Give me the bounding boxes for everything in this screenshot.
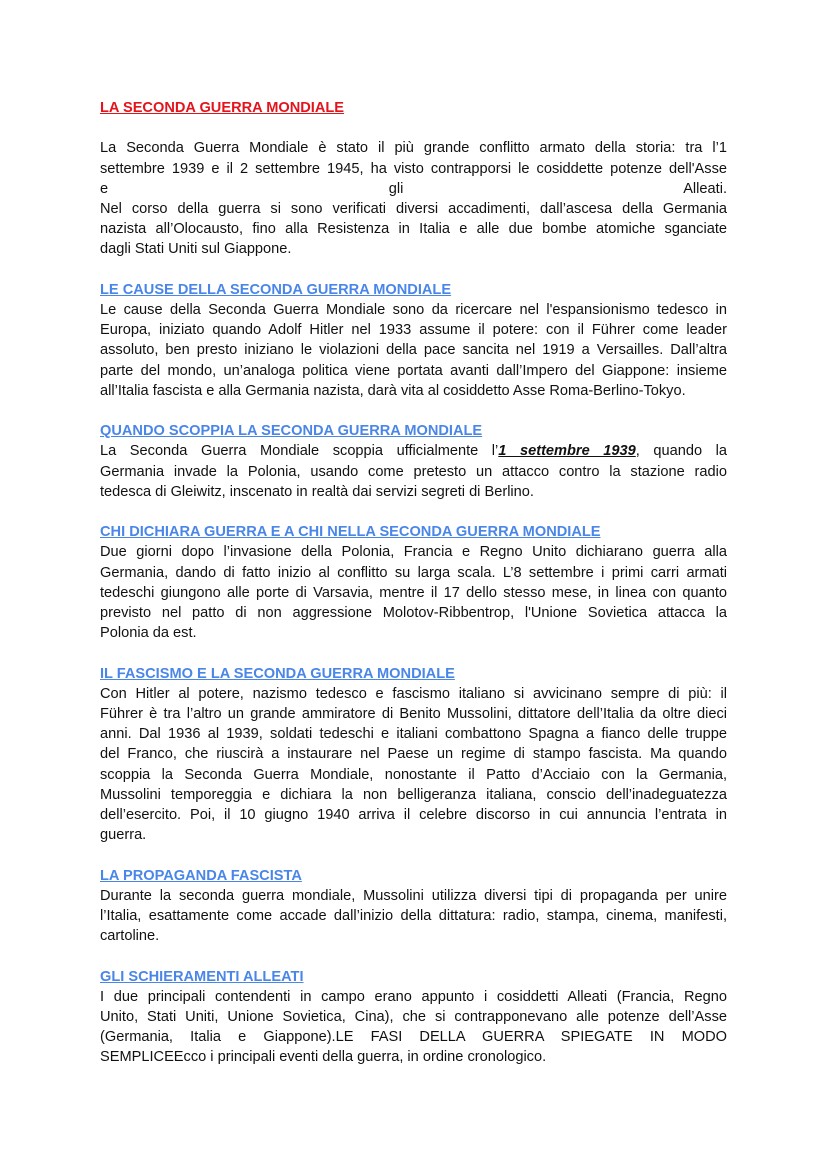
text-fragment: Führer è tra l’altro un grande ammiratore di Benito Mussolini, dittatore dell’Italia da oltre dieci: [100, 706, 727, 723]
text-fragment: guerra.: [100, 827, 147, 844]
section: [100, 664, 727, 846]
document-page: [100, 98, 727, 1088]
section-heading: GLI SCHIERAMENTI ALLEATI: [100, 968, 304, 985]
text-fragment: Polonia da est.: [100, 625, 197, 642]
text-line: [100, 987, 727, 1007]
text-fragment: tedeschi giungono alle porte di Varsavia, mentre il 17 dello stesso mese, in linea con quanto: [100, 584, 727, 601]
section: [100, 522, 727, 643]
text-fragment: Mussolini temporeggia e dichiara la non belligeranza italiana, conscio dell’inadeguatezza: [100, 786, 727, 803]
text-fragment: La Seconda Guerra Mondiale scoppia ufficialmente l’: [100, 443, 499, 460]
text-line: [100, 138, 727, 158]
text-fragment: anni. Dal 1936 al 1939, soldati tedeschi e italiani combattono Spagna a fianco delle truppe: [100, 726, 727, 743]
text-fragment: dagli Stati Uniti sul Giappone.: [100, 241, 292, 258]
text-line: [100, 704, 727, 724]
text-fragment: e gli Alleati.: [100, 180, 727, 197]
text-line: [100, 684, 727, 704]
text-line: [100, 219, 727, 239]
text-line: [100, 361, 727, 381]
section-paragraph: [100, 684, 727, 846]
text-fragment: Nel corso della guerra si sono verificati diversi accadimenti, dall’ascesa della Germania: [100, 201, 727, 217]
text-fragment: Europa, iniziato quando Adolf Hitler nel 1933 assume il potere: con il Führer come leader: [100, 322, 727, 339]
section: [100, 866, 727, 947]
text-line: [100, 179, 727, 199]
text-fragment: settembre 1939 e il 2 settembre 1945, ha visto contrapporsi le cosiddette potenze dell'Asse: [100, 160, 727, 177]
text-line: [100, 482, 727, 502]
text-fragment: Due giorni dopo l’invasione della Polonia, Francia e Regno Unito dichiarano guerra alla: [100, 544, 727, 561]
section: [100, 967, 727, 1068]
text-line: [100, 340, 727, 360]
text-fragment: Germania, dando di fatto inizio al conflitto su larga scala. L’8 settembre i primi carri armati: [100, 564, 727, 581]
section-paragraph: [100, 886, 727, 947]
text-fragment: all’Italia fascista e alla Germania nazista, darà vita al cosiddetto Asse Roma-Berlino-Tokyo.: [100, 382, 686, 399]
text-fragment: parte del mondo, un’analoga politica viene portata avanti dall’Impero del Giappone: insieme: [100, 362, 727, 379]
text-line: [100, 542, 727, 562]
text-line: [100, 1027, 727, 1047]
section: [100, 421, 727, 502]
text-fragment: del Franco, che riuscirà a instaurare nel Paese un regime di stampo fascista. Ma quando: [100, 746, 727, 763]
text-line: [100, 583, 727, 603]
section: [100, 280, 727, 401]
section-paragraph: [100, 441, 727, 502]
text-line: [100, 906, 727, 926]
text-line: [100, 926, 727, 946]
text-line: [100, 159, 727, 179]
text-line: [100, 805, 727, 825]
text-fragment: cartoline.: [100, 928, 160, 945]
text-fragment: La Seconda Guerra Mondiale è stato il più grande conflitto armato della storia: tra l’1: [100, 140, 727, 157]
section-paragraph: [100, 542, 727, 643]
text-line: [100, 724, 727, 744]
text-line: [100, 320, 727, 340]
text-fragment: previsto nel patto di non aggressione Molotov-Ribbentrop, l'Unione Sovietica attacca la: [100, 605, 727, 622]
text-line: [100, 603, 727, 623]
text-line: [100, 381, 727, 401]
intro-paragraph: [100, 138, 727, 259]
text-fragment: Le cause della Seconda Guerra Mondiale sono da ricercare nel l'espansionismo tedesco in: [100, 302, 727, 318]
text-fragment: l’Italia, esattamente come accade dall’inizio della dittatura: radio, stampa, cinema, manifesti,: [100, 908, 727, 925]
highlighted-date: 1 settembre 1939: [498, 443, 636, 460]
section-paragraph: [100, 300, 727, 401]
text-line: [100, 563, 727, 583]
section-heading: IL FASCISMO E LA SECONDA GUERRA MONDIALE: [100, 665, 455, 682]
section-heading: CHI DICHIARA GUERRA E A CHI NELLA SECONDA GUERRA MONDIALE: [100, 524, 601, 541]
text-line: [100, 1047, 727, 1067]
text-fragment: scoppia la Seconda Guerra Mondiale, nonostante il Patto d’Acciaio con la Germania,: [100, 766, 727, 783]
section-heading: QUANDO SCOPPIA LA SECONDA GUERRA MONDIALE: [100, 423, 483, 440]
section-heading: LA PROPAGANDA FASCISTA: [100, 867, 302, 884]
text-line: [100, 825, 727, 845]
text-line: [100, 765, 727, 785]
sections-container: [100, 280, 727, 1068]
section-paragraph: [100, 987, 727, 1068]
text-line: [100, 623, 727, 643]
text-fragment: (Germania, Italia e Giappone).LE FASI DELLA GUERRA SPIEGATE IN MODO: [100, 1029, 727, 1046]
text-line: [100, 199, 727, 219]
text-line: [100, 744, 727, 764]
text-fragment: Unito, Stati Uniti, Unione Sovietica, Cina), che si contrapponevano alle potenze dell’Asse: [100, 1009, 727, 1026]
text-fragment: nazista all’Olocausto, fino alla Resistenza in Italia e alle due bombe atomiche sganciate: [100, 221, 727, 238]
text-fragment: assoluto, ben presto iniziano le violazioni della pace sancita nel 1919 a Versailles. Dall’altra: [100, 342, 727, 359]
text-fragment: Germania invade la Polonia, usando come pretesto un attacco contro la stazione radio: [100, 463, 727, 480]
text-fragment: I due principali contendenti in campo erano appunto i cosiddetti Alleati (Francia, Regno: [100, 988, 727, 1005]
text-fragment: dell’esercito. Poi, il 10 giugno 1940 arriva il celebre discorso in cui annuncia l’entrata in: [100, 807, 727, 824]
text-line: [100, 785, 727, 805]
text-line: [100, 1007, 727, 1027]
text-fragment: Durante la seconda guerra mondiale, Mussolini utilizza diversi tipi di propaganda per unire: [100, 887, 727, 904]
text-fragment: SEMPLICEEcco i principali eventi della guerra, in ordine cronologico.: [100, 1049, 547, 1066]
text-line: [100, 441, 727, 461]
section-heading: LE CAUSE DELLA SECONDA GUERRA MONDIALE: [100, 281, 452, 298]
text-fragment: tedesca di Gleiwitz, inscenato in realtà dai servizi segreti di Berlino.: [100, 483, 534, 500]
text-fragment: Con Hitler al potere, nazismo tedesco e fascismo italiano si avvicinano sempre di più: il: [100, 685, 727, 702]
document-title: LA SECONDA GUERRA MONDIALE: [100, 100, 345, 116]
text-fragment: , quando la: [635, 443, 727, 460]
text-line: [100, 886, 727, 906]
text-line: [100, 462, 727, 482]
text-line: [100, 300, 727, 320]
text-line: [100, 239, 727, 259]
